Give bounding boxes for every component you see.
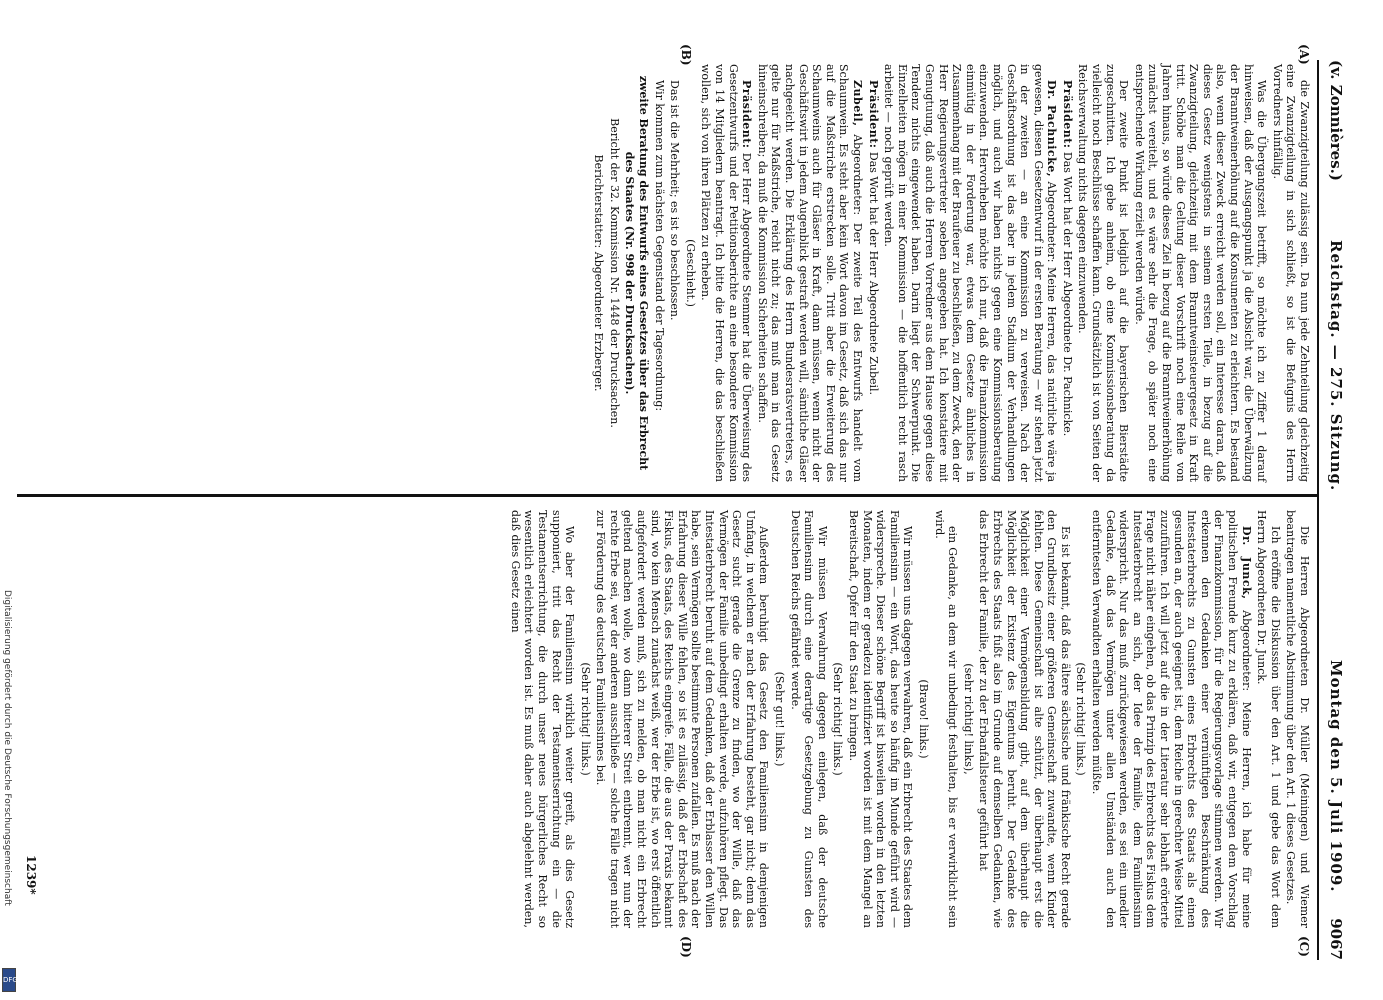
margin-marker-d: (D) [679, 936, 693, 958]
text-paragraph: Wir müssen Verwahrung dagegen einlegen, daß der deutsche Familiensinn durch eine derartige Gesetzgebung zu Gunsten des Deutschen Reichs gefährdet werde. [788, 510, 829, 928]
left-text-column [590, 64, 1311, 482]
session-date: Montag den 5. Juli 1909. [1327, 660, 1345, 893]
interjection: (Sehr richtig! links.) [831, 662, 845, 776]
speaker-name: Präsident: [866, 80, 880, 149]
interjection: zweite Beratung des Entwurfs eines Gesetzes über das Erbrecht des Staates (Nr. 998 der Drucksachen). [623, 75, 651, 471]
text-paragraph: Der zweite Punkt ist lediglich auf die bayerischen Bierstädte zugeschnitten. Ich gebe anheim, ob eine Kommissionsberatung da vielleicht noch Beschlüsse schaffen kann. Grundsätzlich ist von Seiten der Reichsverwaltung nichts dagegen einzuwenden. [1076, 64, 1131, 482]
text-paragraph: Die Herren Abgeordneten Dr. Müller (Meiningen) und Wiemer beantragen namentliche Abstimmung über den Art. 1 dieses Gesetzes. [1284, 510, 1311, 928]
page-number: 9067 [1327, 918, 1345, 960]
text-paragraph: Das ist die Mehrheit; es ist so beschlossen. [668, 80, 682, 321]
text-paragraph: Außerdem beruhigt das Gesetz den Familiensinn in demjenigen Umfang, in welchem er nach der Erfahrung besteht, gar nicht; denn das Gesetz sucht gerade die Grenze zu finden, wo der Wille, daß das Vermögen der Familie unbedingt erhalten werde, aufzuhören pflegt. Das Intestaterbrecht beruht auf dem Gedanken, daß der Erblasser den Willen habe, sein Vermögen sollte bestimmte Personen zufallen. Es muß nach der Erfahrung dieser Wille fehlen, so ist es zulässig, daß der Erbschaft des Fiskus, des Staats, des Reichs eingreife. Fälle, die aus der Praxis bekannt sind, wo kein Mensch zunächst weiß, wer der Erbe ist, wo erst öffentlich aufgefordert werden muß, sich zu melden, ob man nicht ein Erbrecht geltend machen wolle, wo dann bitterer Streit entbrennt, wer nun der rechte Erbe sei, wer der anderen ausschließe — solche Fälle tragen nicht zur Förderung des deutschen Familiensinnes bei. [594, 510, 771, 928]
speech-text: Der Herr Abgeordnete Stemmer hat die Überweisung des Gesetzentwurfs und der Petitionsberichte an eine besondere Kommission von 14 Mitgliedern beantragt. Ich bitte die Herren, die das beschließen wollen, sich von ihren Plätzen zu erheben. [699, 64, 754, 482]
speaker-name: Dr. Pachnicke, [1045, 80, 1059, 178]
text-paragraph: die Zwanzigteilung zulässig sein. Da nun jede Zehnteilung gleichzeitig eine Zwanzigteilung in sich schließt, so ist die Befugnis des Herrn Vorredners hinfällig. [1270, 64, 1311, 482]
speech-text: Abgeordneter: Meine Herren, ich habe für meine politischen Freunde kurz zu erklären, daß wir, entgegen dem Vorschlag der Finanzkommission, für die Regierungsvorlage stimmen werden. Wir erkennen den Gedanken einer vernünftigen Beschränkung des Intestaterbrechts zu Gunsten eines Erbrechts des Staats als einen gesunden an, der auch geeignet ist, dem Reiche in gerechter Weise Mittel zuzuführen. Ich will jetzt auf die in der Literatur sehr lebhaft erörterte Frage nicht näher eingehen, ob das Prinzip des Erbrechts des Fiskus dem Intestaterbrecht an sich, der Idee der Familie, dem Familiensinn widerspricht. Nur das muß zurückgewiesen werden, es sei ein unedler Gedanke, daß das Vermögen unter allen Umständen auch den entferntesten Verwandten erhalten werden müßte. [1090, 510, 1253, 928]
speech-text: Das Wort hat der Herr Abgeordnete Dr. Pachnicke. [1060, 151, 1074, 437]
speech-paragraph [882, 64, 1059, 482]
page-header [1319, 60, 1345, 960]
speech-text: Abgeordneter: Der zweite Teil des Entwurfs handelt vom Schaumwein. Es steht aber kein Wort davon im Gesetz, daß sich das nur auf die Maßstriche erstrecken solle. Tritt aber die Erweiterung des Schaumweins auch für Gläser in Kraft, dann müssen, wenn nicht der Geschäftswirt in jedem Augenblick gestraft werden will, sämtliche Gläser nachgeeicht werden. Die Erklärung des Herrn Bundesratsvertreters, es gelte nur für Maßstriche, reicht nicht zu; das muß man in das Gesetz hineinschreiben; da muß die Kommission Sicherheiten schaffen. [755, 64, 864, 483]
interjection: (sehr richtig! links), [961, 663, 975, 775]
text-paragraph: ein Gedanke, an dem wir unbedingt festhalten, bis er verwirklicht sein wird. [932, 510, 960, 928]
right-text-column [506, 510, 1311, 928]
session-title: Reichstag. — 275. Sitzung. [1327, 240, 1345, 492]
text-paragraph: Was die Übergangszeit betrifft, so möchte ich zu Ziffer 1 darauf hinweisen, daß der Ausgangspunkt ja die Absicht war, die Überwälzung der Branntweinerhöhung auf die Konsumenten zu erleichtern. Es bestand also, wenn dieser Zweck erreicht werden soll, ein Interesse daran, daß dieses Gesetz wenigstens in seinem ersten Teile, in bezug auf die Zwanzigteilung, gleichzeitig mit dem Branntweinsteuergesetz in Kraft tritt. Schöbe man die Geltung dieser Vorschrift noch eine Reihe von Jahren hinaus, so würde dieses Ziel in bezug auf die Branntweinerhöhung zunächst vereitelt, und es wäre sehr die Frage, ob später noch eine entsprechende Wirkung erzielt werden würde. [1132, 64, 1269, 482]
interjection: (Bravo! links.) [916, 679, 930, 759]
speech-text: Das Wort hat der Herr Abgeordnete Zubeil. [866, 151, 880, 396]
speech-text: Abgeordneter: Meine Herren, das natürliche wäre ja gewesen, diesen Gesetzentwurf in der ersten Beratung — wir stehen jetzt in der zweiten — an eine Kommission zu verweisen. Nach der Geschäftsordnung ist das aber in jedem Stadium der Verhandlungen möglich, und auch wir haben nichts gegen eine Kommissionsberatung einzuwenden. Hervorheben möchte ich nur, daß die Finanzkommission einmütig in der Forderung war, etwas dem Gesetze ähnliches in Zusammenhang mit der Braufeuer zu beschließen, zu dem Zweck, den der Herr Regierungsvertreter soeben angegeben hat. Ich konstatiere mit Genugtuung, daß auch die Herren Vorredner aus dem Hause gegen diese Tendenz nichts eingewendet haben. Darin liegt der Schwerpunkt. Die Einzelheiten mögen in einer Kommission — die hoffentlich recht rasch arbeitet — noch geprüft werden. [882, 64, 1059, 482]
speech-paragraph [699, 64, 753, 482]
speaker-continuation: (v. Zonnières.) [1327, 60, 1345, 181]
text-paragraph: Wir müssen uns dagegen verwahren, daß ein Erbrecht des Staates dem Familiensinn — ein Wort, das heute so häufig im Munde geführt wird — widerspreche. Dieser schöne Begriff ist bisweilen worden in den letzten Monaten, indem er geradezu identifiziert worden ist mit dem Mangel an Bereitschaft, Opfer für den Staat zu bringen. [847, 510, 915, 928]
digitization-note: Digitalisierung gefördert durch die Deutsche Forschungsgemeinschaft [2, 590, 12, 906]
dfg-logo: DFG [2, 968, 16, 992]
sheet-mark: 1239* [24, 855, 38, 895]
header-rule [1317, 60, 1319, 960]
interjection: (Sehr richtig! links.) [1074, 662, 1088, 776]
text-paragraph: Wo aber der Familiensinn wirklich weiter greift, als dies Gesetz supponiert, tritt das Recht der Testamentserrichtung ein — die Testamentserrichtung, die durch unser neues bürgerliches Recht so wesentlich erleichtert worden ist. Es muß daher auch abgelehnt werden, daß dies Gesetz einen [508, 510, 577, 928]
text-paragraph: Es ist bekannt, daß das ältere sächsische und fränkische Recht gerade den Grundbesitz einer größeren Gemeinschaft zuwandte, wenn Kinder fehlten. Diese Gemeinschaft ist alte schützt, der überhaupt erst die Möglichkeit einer Vermögensbildung gibt, auf dem überhaupt die Möglichkeit der Existenz des Eigentums beruht. Der Gedanke des Erbrechts des Staats fußt also im Grunde auf demselben Gedanken, wie das Erbrecht der Familie, der zu der Erbanfallsteuer geführt hat [977, 510, 1072, 928]
text-paragraph: Ich eröffne die Diskussion über den Art. 1 und gebe das Wort dem Herrn Abgeordneten Dr. Junck. [1255, 510, 1282, 928]
margin-marker-c: (C) [1297, 936, 1311, 957]
speech-paragraph [866, 64, 880, 482]
speaker-name: Zubeil, [851, 80, 864, 127]
interjection: (Geschieht.) [683, 239, 697, 307]
column-divider [17, 494, 1317, 497]
speaker-name: Dr. Junck, [1239, 526, 1253, 600]
interjection: Bericht der 32. Kommission Nr. 1448 der Drucksachen. [607, 118, 621, 428]
digitization-sidebar [2, 590, 12, 990]
speech-paragraph [1090, 510, 1253, 928]
speaker-name: Präsident: [740, 80, 754, 149]
speech-paragraph [1060, 64, 1074, 482]
margin-marker-b: (B) [679, 44, 693, 66]
speech-paragraph [755, 64, 864, 482]
interjection: Berichterstatter: Abgeordneter Erzberger. [592, 154, 606, 392]
text-paragraph: Wir kommen zum nächsten Gegenstand der Tagesordnung: [652, 80, 666, 412]
margin-marker-a: (A) [1297, 44, 1311, 65]
speaker-name: Präsident: [1060, 80, 1074, 149]
interjection: (Sehr gut! links.) [773, 671, 787, 767]
interjection: (Sehr richtig! links.) [578, 662, 592, 776]
